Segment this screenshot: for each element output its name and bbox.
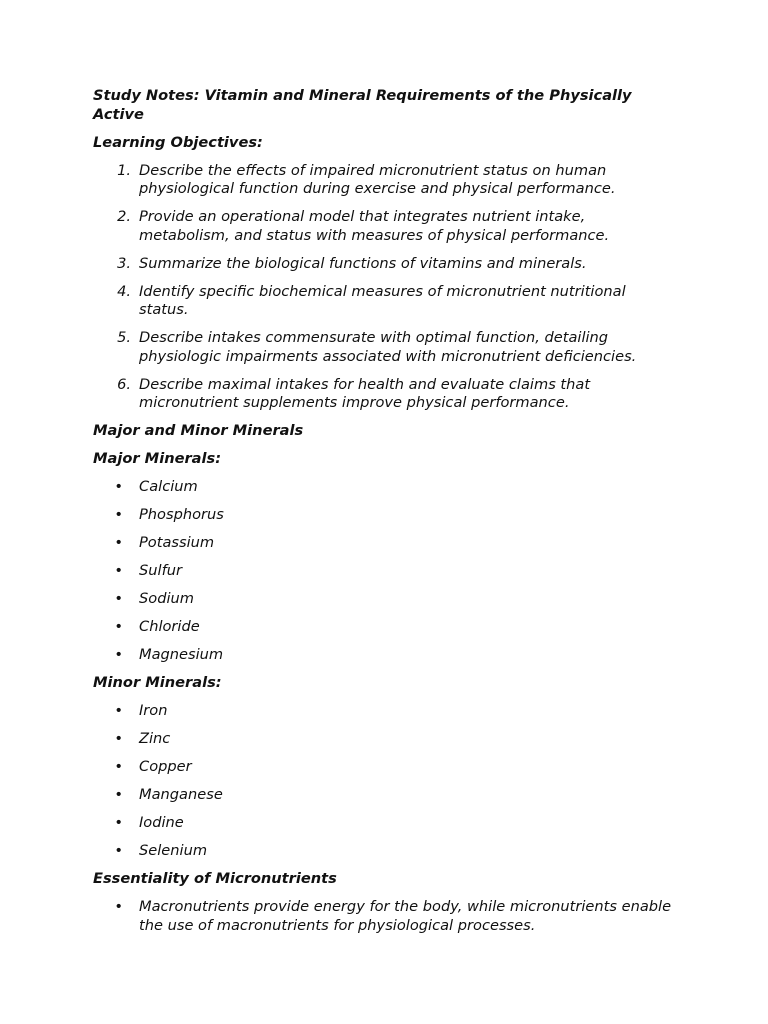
list-item <box>93 842 678 861</box>
list-item <box>93 590 678 609</box>
minor-minerals-heading: Minor Minerals: <box>93 674 222 691</box>
bullet-icon: • <box>114 730 123 747</box>
list-item <box>93 506 678 525</box>
bullet-icon: • <box>114 562 123 579</box>
list-item <box>93 562 678 581</box>
list-item <box>93 478 678 497</box>
list-item-text: Copper <box>139 758 192 775</box>
list-item-text: Selenium <box>139 842 208 859</box>
list-item <box>93 646 678 665</box>
major-minerals-list <box>93 478 678 665</box>
list-item <box>93 329 678 366</box>
list-item <box>93 730 678 749</box>
bullet-icon: • <box>114 898 123 915</box>
bullet-icon: • <box>114 758 123 775</box>
list-item-text: Potassium <box>139 534 215 551</box>
list-number: 4. <box>117 282 131 300</box>
bullet-icon: • <box>114 646 123 663</box>
list-item-text: Chloride <box>139 618 200 635</box>
list-item-text: Describe intakes commensurate with optimal function, detailing physiologic impairments associated with micronutrient deficiencies. <box>139 329 637 365</box>
minor-minerals-list <box>93 702 678 861</box>
list-number: 1. <box>117 161 131 179</box>
list-item <box>93 618 678 637</box>
list-item-text: Sodium <box>139 590 194 607</box>
learning-objectives-list <box>93 162 678 413</box>
list-item-text: Identify specific biochemical measures of micronutrient nutritional status. <box>139 282 626 318</box>
list-item-text: Sulfur <box>139 562 182 579</box>
list-item <box>93 255 678 274</box>
list-item <box>93 786 678 805</box>
list-number: 2. <box>117 208 131 225</box>
list-item <box>93 814 678 833</box>
essentiality-list <box>93 898 678 935</box>
learning-objectives-heading: Learning Objectives: <box>93 133 263 151</box>
major-minerals-heading: Major Minerals: <box>93 450 222 467</box>
list-item <box>93 376 678 413</box>
list-item-text: Provide an operational model that integrates nutrient intake, metabolism, and status with measures of physical performance. <box>139 208 610 244</box>
list-item <box>93 702 678 721</box>
list-item <box>93 898 678 935</box>
list-item-text: Phosphorus <box>139 506 224 523</box>
bullet-icon: • <box>114 786 123 803</box>
list-number: 6. <box>117 375 131 393</box>
bullet-icon: • <box>114 618 123 635</box>
list-item-text: Calcium <box>139 478 198 495</box>
list-item-text: Manganese <box>139 786 223 803</box>
bullet-icon: • <box>114 814 123 831</box>
bullet-icon: • <box>114 702 123 719</box>
bullet-icon: • <box>114 478 123 495</box>
document-title: Study Notes: Vitamin and Mineral Requirements of the Physically Active <box>93 87 632 123</box>
minerals-section-heading: Major and Minor Minerals <box>93 422 304 439</box>
bullet-icon: • <box>114 590 123 607</box>
list-item-text: Iodine <box>139 814 184 831</box>
essentiality-heading: Essentiality of Micronutrients <box>93 870 337 887</box>
list-item-text: Iron <box>139 702 168 719</box>
bullet-icon: • <box>114 506 123 523</box>
list-item-text: Macronutrients provide energy for the body, while micronutrients enable the use of macronutrients for physiological processes. <box>139 898 672 934</box>
list-item <box>93 758 678 777</box>
bullet-icon: • <box>114 842 123 859</box>
list-item-text: Magnesium <box>139 646 224 663</box>
list-item <box>93 283 678 320</box>
list-item <box>93 534 678 553</box>
list-item-text: Zinc <box>139 730 171 747</box>
list-item <box>93 208 678 245</box>
list-item <box>93 162 678 199</box>
list-item-text: Summarize the biological functions of vitamins and minerals. <box>139 254 587 272</box>
list-item-text: Describe maximal intakes for health and evaluate claims that micronutrient supplements improve physical performance. <box>139 375 591 411</box>
bullet-icon: • <box>114 534 123 551</box>
list-item-text: Describe the effects of impaired micronutrient status on human physiological function during exercise and physical performance. <box>139 161 616 197</box>
list-number: 5. <box>117 329 131 346</box>
list-number: 3. <box>117 254 131 272</box>
document-content <box>93 87 678 945</box>
